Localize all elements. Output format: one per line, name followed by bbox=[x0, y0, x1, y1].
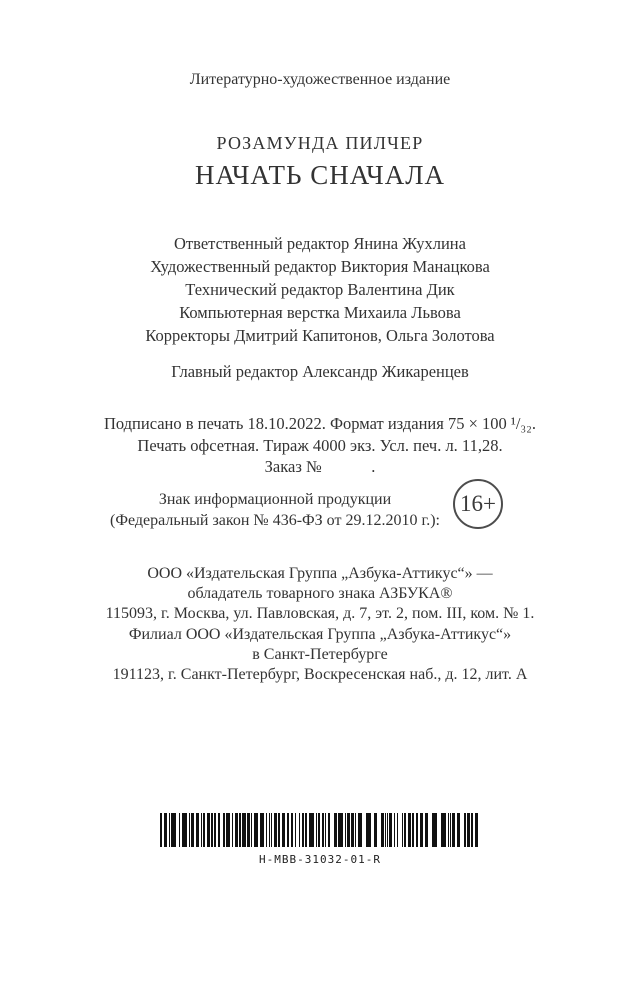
print-info-line: Подписано в печать 18.10.2022. Формат издания 75 × 100 ¹/₃₂. bbox=[103, 414, 537, 433]
credit-line: Художественный редактор Виктория Манацкова bbox=[150, 257, 490, 276]
publisher-branch-line: 191123, г. Санкт-Петербург, Воскресенская наб., д. 12, лит. А bbox=[112, 665, 528, 683]
barcode-bars-icon bbox=[160, 813, 480, 847]
publisher-branch-block bbox=[0, 625, 640, 685]
info-sign-text bbox=[0, 489, 640, 531]
publisher-branch-line: Филиал ООО «Издательская Группа „Азбука-Аттикус“» bbox=[128, 625, 512, 643]
book-title: НАЧАТЬ СНАЧАЛА bbox=[194, 160, 446, 190]
credit-line: Технический редактор Валентина Дик bbox=[185, 280, 455, 299]
credits-block bbox=[0, 232, 640, 347]
publisher-main-block bbox=[0, 564, 640, 624]
publisher-branch-line: в Санкт-Петербурге bbox=[252, 645, 388, 663]
age-rating-section bbox=[0, 489, 640, 531]
credit-line: Ответственный редактор Янина Жухлина bbox=[174, 234, 466, 253]
age-rating-badge: 16+ bbox=[453, 479, 503, 529]
info-sign-line: (Федеральный закон № 436-ФЗ от 29.12.2010 г.): bbox=[109, 511, 440, 529]
info-sign-line: Знак информационной продукции bbox=[158, 490, 392, 508]
edition-type: Литературно-художественное издание bbox=[189, 71, 451, 88]
publisher-main-line: 115093, г. Москва, ул. Павловская, д. 7, эт. 2, пом. III, ком. № 1. bbox=[105, 604, 535, 622]
credit-line: Компьютерная верстка Михаила Львова bbox=[179, 303, 461, 322]
print-info-block bbox=[0, 413, 640, 478]
barcode-label: H-MBB-31032-01-R bbox=[259, 853, 381, 866]
print-info-line: Заказ № . bbox=[264, 457, 376, 476]
print-info-line: Печать офсетная. Тираж 4000 экз. Усл. печ. л. 11,28. bbox=[137, 435, 503, 455]
author-name: РОЗАМУНДА ПИЛЧЕР bbox=[216, 133, 424, 153]
credit-line: Корректоры Дмитрий Капитонов, Ольга Золотова bbox=[145, 326, 495, 345]
publisher-main-line: обладатель товарного знака АЗБУКА® bbox=[187, 584, 453, 602]
publisher-main-line: ООО «Издательская Группа „Азбука-Аттикус“» — bbox=[147, 564, 493, 582]
barcode bbox=[0, 813, 640, 866]
chief-editor-line: Главный редактор Александр Жикаренцев bbox=[171, 362, 469, 381]
